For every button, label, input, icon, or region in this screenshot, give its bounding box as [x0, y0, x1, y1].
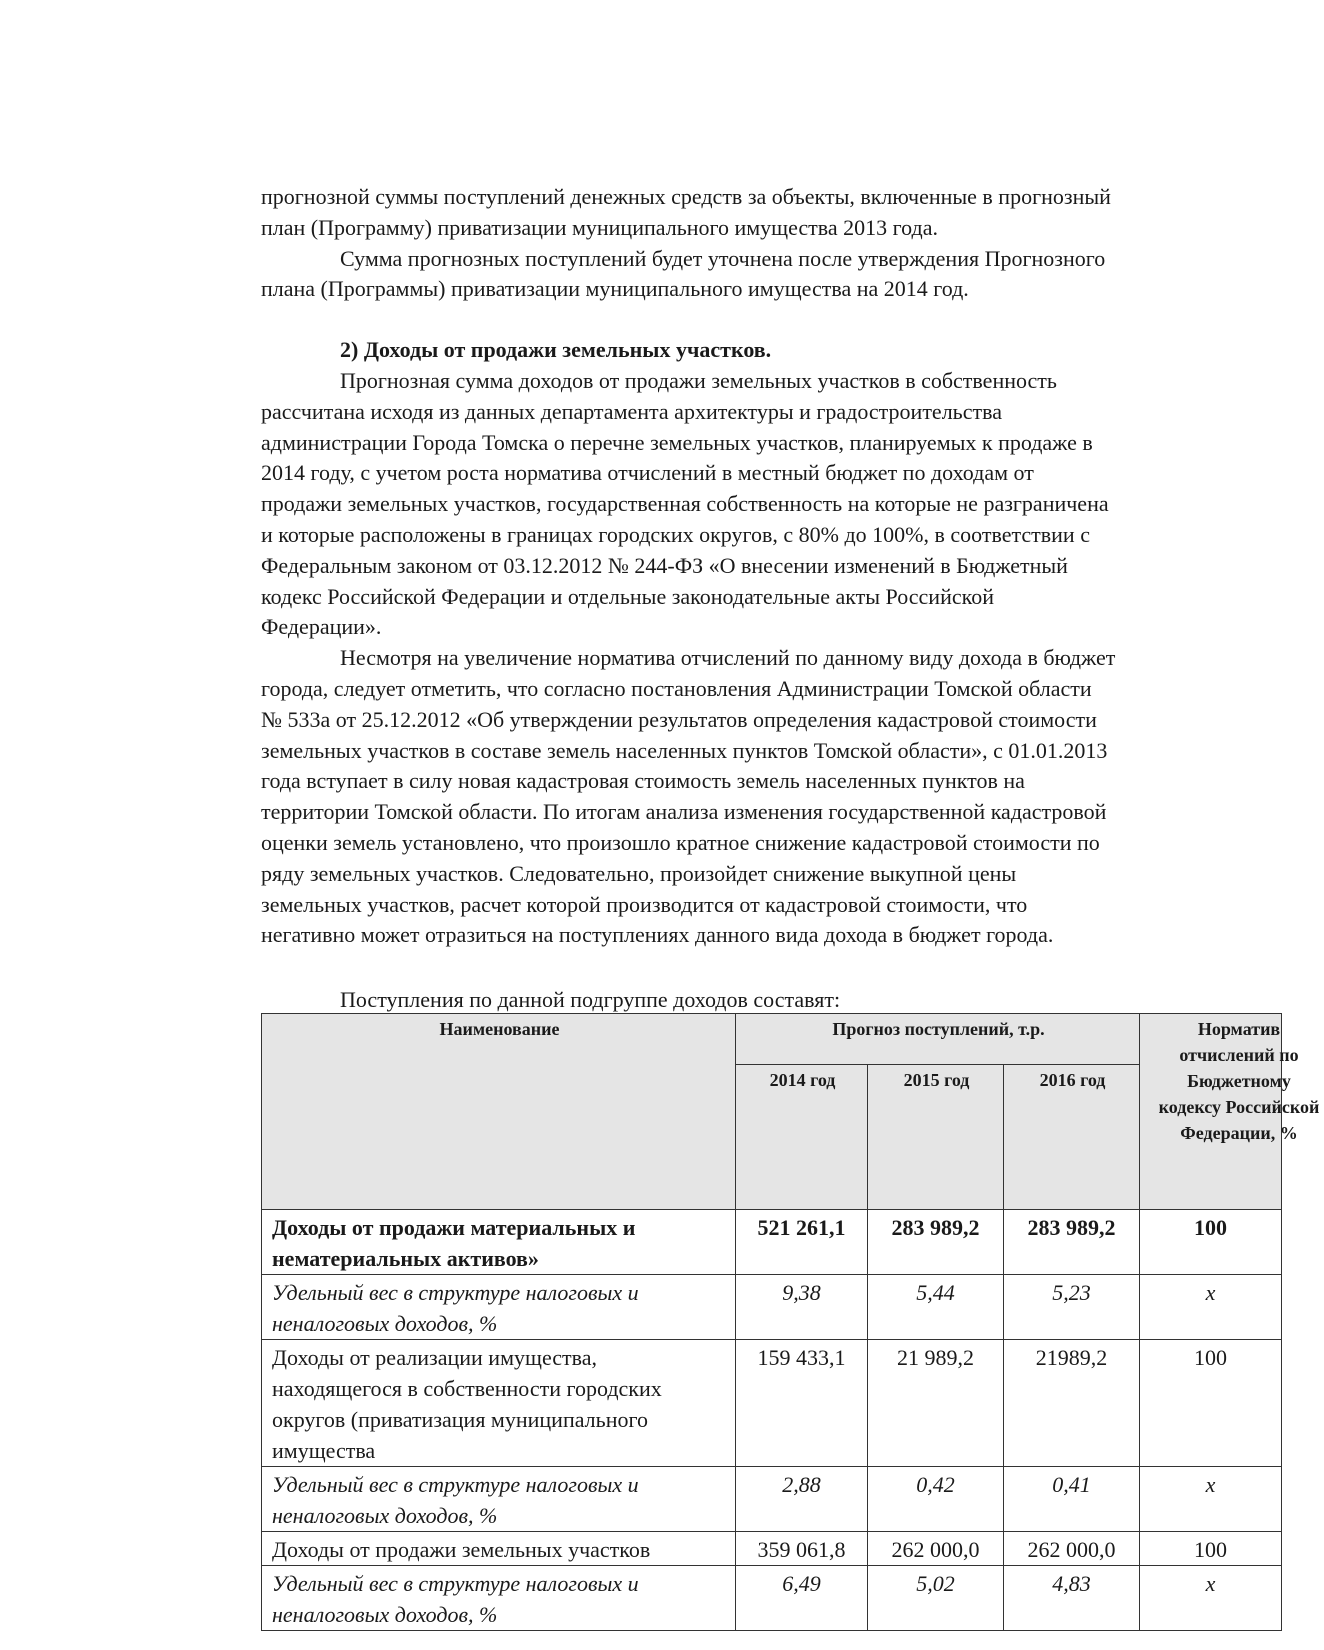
paragraph-line: территории Томской области. По итогам анализа изменения государственной кадастровой: [261, 799, 1107, 825]
row-value-2015: 5,44: [868, 1275, 1004, 1340]
row-value-2015: 283 989,2: [868, 1210, 1004, 1275]
row-value-2016: 0,41: [1004, 1467, 1140, 1532]
paragraph-line: Сумма прогнозных поступлений будет уточнена после утверждения Прогнозного: [340, 245, 1106, 271]
row-value-2016: 4,83: [1004, 1566, 1140, 1631]
revenue-table: [261, 1013, 1320, 1631]
row-name: Удельный вес в структуре налоговых и неналоговых доходов, %: [262, 1467, 736, 1532]
row-value-2015: 21 989,2: [868, 1340, 1004, 1467]
paragraph-line: продажи земельных участков, государственная собственность на которые не разграничена: [261, 491, 1109, 517]
header-year-2014: 2014 год: [736, 1065, 868, 1210]
section-heading: 2) Доходы от продажи земельных участков.: [340, 337, 772, 363]
row-name: Доходы от продажи земельных участков: [262, 1532, 736, 1566]
row-value-2014: 9,38: [736, 1275, 868, 1340]
paragraph-line: Федеральным законом от 03.12.2012 № 244-ФЗ «О внесении изменений в Бюджетный: [261, 552, 1068, 578]
table-row: [262, 1340, 1282, 1467]
paragraph-line: негативно может отразиться на поступлениях данного вида дохода в бюджет города.: [261, 922, 1054, 948]
header-forecast: Прогноз поступлений, т.р.: [736, 1014, 1140, 1065]
paragraph-line: земельных участков в составе земель населенных пунктов Томской области», с 01.01.2013: [261, 737, 1108, 763]
paragraph-line: года вступает в силу новая кадастровая стоимость земель населенных пунктов на: [261, 768, 1025, 794]
paragraph-line: администрации Города Томска о перечне земельных участков, планируемых к продаже в: [261, 429, 1093, 455]
paragraph-line: города, следует отметить, что согласно постановления Администрации Томской области: [261, 675, 1092, 701]
row-value-2014: 359 061,8: [736, 1532, 868, 1566]
header-norm: [1140, 1014, 1320, 1210]
header-year-2015: 2015 год: [868, 1065, 1004, 1210]
header-norm-text: Норматив отчислений по Бюджетному кодексу Российской Федерации, %: [1158, 1019, 1320, 1144]
paragraph-line: Несмотря на увеличение норматива отчислений по данному виду дохода в бюджет: [340, 645, 1116, 671]
header-name: Наименование: [262, 1014, 736, 1210]
row-value-2014: 6,49: [736, 1566, 868, 1631]
row-name: Доходы от продажи материальных и нематериальных активов»: [262, 1210, 736, 1275]
row-value-2015: 5,02: [868, 1566, 1004, 1631]
paragraph-line: план (Программу) приватизации муниципального имущества 2013 года.: [261, 214, 938, 240]
row-norm: x: [1140, 1566, 1282, 1631]
row-value-2014: 521 261,1: [736, 1210, 868, 1275]
table-row: [262, 1566, 1282, 1631]
row-norm: 100: [1140, 1532, 1282, 1566]
row-norm: x: [1140, 1467, 1282, 1532]
row-name: Доходы от реализации имущества, находящегося в собственности городских округов (приватизация муниципального имущества: [262, 1340, 736, 1467]
document-page: [261, 182, 1320, 1631]
paragraph-line: и которые расположены в границах городских округов, с 80% до 100%, в соответствии с: [261, 521, 1090, 547]
header-year-2016: 2016 год: [1004, 1065, 1140, 1210]
row-value-2014: 159 433,1: [736, 1340, 868, 1467]
row-norm: x: [1140, 1275, 1282, 1340]
row-value-2015: 262 000,0: [868, 1532, 1004, 1566]
row-value-2016: 21989,2: [1004, 1340, 1140, 1467]
paragraph-line: ряду земельных участков. Следовательно, произойдет снижение выкупной цены: [261, 860, 1017, 886]
paragraph-line: оценки земель установлено, что произошло кратное снижение кадастровой стоимости по: [261, 829, 1100, 855]
row-norm: 100: [1140, 1210, 1282, 1275]
table-caption: Поступления по данной подгруппе доходов составят:: [340, 987, 841, 1013]
row-value-2016: 5,23: [1004, 1275, 1140, 1340]
table-row: [262, 1467, 1282, 1532]
table-row: [262, 1275, 1282, 1340]
paragraph-cadastral: [261, 643, 1275, 951]
paragraph-line: 2014 году, с учетом роста норматива отчислений в местный бюджет по доходам от: [261, 460, 1034, 486]
paragraph-line: прогнозной суммы поступлений денежных средств за объекты, включенные в прогнозный: [261, 184, 1111, 209]
table-header-row: [262, 1014, 1282, 1065]
row-name: Удельный вес в структуре налоговых и неналоговых доходов, %: [262, 1566, 736, 1631]
table-row: [262, 1532, 1282, 1566]
paragraph-land-sale: [261, 366, 1275, 643]
paragraph-line: № 533а от 25.12.2012 «Об утверждении результатов определения кадастровой стоимости: [261, 706, 1097, 732]
row-value-2014: 2,88: [736, 1467, 868, 1532]
row-norm: 100: [1140, 1340, 1282, 1467]
row-value-2016: 262 000,0: [1004, 1532, 1140, 1566]
row-name: Удельный вес в структуре налоговых и неналоговых доходов, %: [262, 1275, 736, 1340]
paragraph-line: Федерации».: [261, 614, 382, 640]
table-row: [262, 1210, 1282, 1275]
row-value-2016: 283 989,2: [1004, 1210, 1140, 1275]
paragraph-line: земельных участков, расчет которой производится от кадастровой стоимости, что: [261, 891, 1028, 917]
row-value-2015: 0,42: [868, 1467, 1004, 1532]
paragraph-line: Прогнозная сумма доходов от продажи земельных участков в собственность: [340, 367, 1057, 393]
paragraph-line: кодекс Российской Федерации и отдельные законодательные акты Российской: [261, 583, 994, 609]
paragraph-line: плана (Программы) приватизации муниципального имущества на 2014 год.: [261, 276, 969, 302]
paragraph-line: рассчитана исходя из данных департамента архитектуры и градостроительства: [261, 398, 1002, 424]
